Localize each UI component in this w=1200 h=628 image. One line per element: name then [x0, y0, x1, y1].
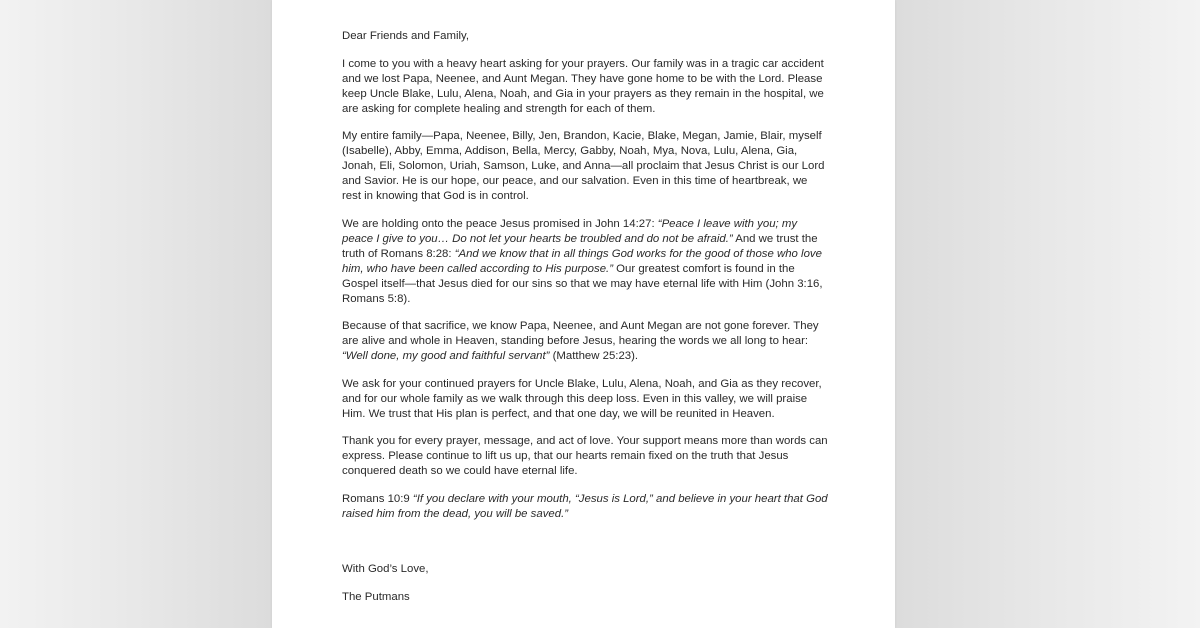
letter-closing: With God’s Love,	[342, 562, 429, 575]
letter-greeting: Dear Friends and Family,	[342, 30, 470, 42]
paragraph-sacrifice	[342, 319, 828, 364]
scripture-quote: “Well done, my good and faithful servant”	[342, 350, 550, 362]
paragraph-continued-prayers: We ask for your continued prayers for Uncle Blake, Lulu, Alena, Noah, and Gia as they recover, and for our whole family as we walk through this deep loss. Even in this valley, we will praise Him. We trust that His plan is perfect, and that one day, we will be reunited in Heaven.	[342, 377, 822, 420]
background-right	[895, 0, 1200, 628]
paragraph-scripture-peace	[342, 217, 828, 307]
scripture-quote: “And we know that in all things God works for the good of those who love him, who have been called according to His purpose.”	[342, 247, 822, 275]
paragraph-text: We are holding onto the peace Jesus promised in John 14:27:	[342, 217, 658, 230]
letter-page	[272, 0, 895, 628]
scripture-quote: “If you declare with your mouth, “Jesus is Lord,” and believe in your heart that God raised him from the dead, you will be saved.”	[342, 492, 828, 520]
paragraph-romans-verse	[342, 492, 828, 522]
paragraph-text: Because of that sacrifice, we know Papa, Neenee, and Aunt Megan are not gone forever. They are alive and whole in Heaven, standing before Jesus, hearing the words we all long to hear:	[342, 320, 819, 347]
letter-body	[342, 29, 828, 617]
scripture-quote: “Peace I leave with you; my peace I give to you… Do not let your hearts be troubled and do not be afraid.”	[342, 217, 798, 245]
background-left	[0, 0, 272, 628]
paragraph-family-faith: My entire family—Papa, Neenee, Billy, Jen, Brandon, Kacie, Blake, Megan, Jamie, Blair, myself (Isabelle), Abby, Emma, Addison, Bella, Mercy, Gabby, Noah, Mya, Nova, Lulu, Alena, Gia, Jonah, Eli, Solomon, Uriah, Samson, Luke, and Anna—all proclaim that Jesus Christ is our Lord and Savior. He is our hope, our peace, and our salvation. Even in this time of heartbreak, we rest in knowing that God is in control.	[342, 130, 825, 202]
paragraph-text: (Matthew 25:23).	[549, 350, 639, 362]
paragraph-text: And we trust the truth of Romans 8:28:	[342, 232, 818, 260]
verse-reference: Romans 10:9	[342, 492, 413, 505]
paragraph-thank-you: Thank you for every prayer, message, and act of love. Your support means more than words can express. Please continue to lift us up, that our hearts remain fixed on the truth that Jesus conquered death so we could have eternal life.	[342, 435, 828, 477]
paragraph-text: Our greatest comfort is found in the Gospel itself—that Jesus died for our sins so that we may have eternal life with Him (John 3:16, Romans 5:8).	[342, 262, 823, 305]
paragraph-prayer-request: I come to you with a heavy heart asking for your prayers. Our family was in a tragic car accident and we lost Papa, Neenee, and Aunt Megan. They have gone home to be with the Lord. Please keep Uncle Blake, Lulu, Alena, Noah, and Gia in your prayers as they remain in the hospital, we are asking for complete healing and strength for each of them.	[342, 57, 824, 115]
letter-signature: The Putmans	[342, 590, 410, 603]
